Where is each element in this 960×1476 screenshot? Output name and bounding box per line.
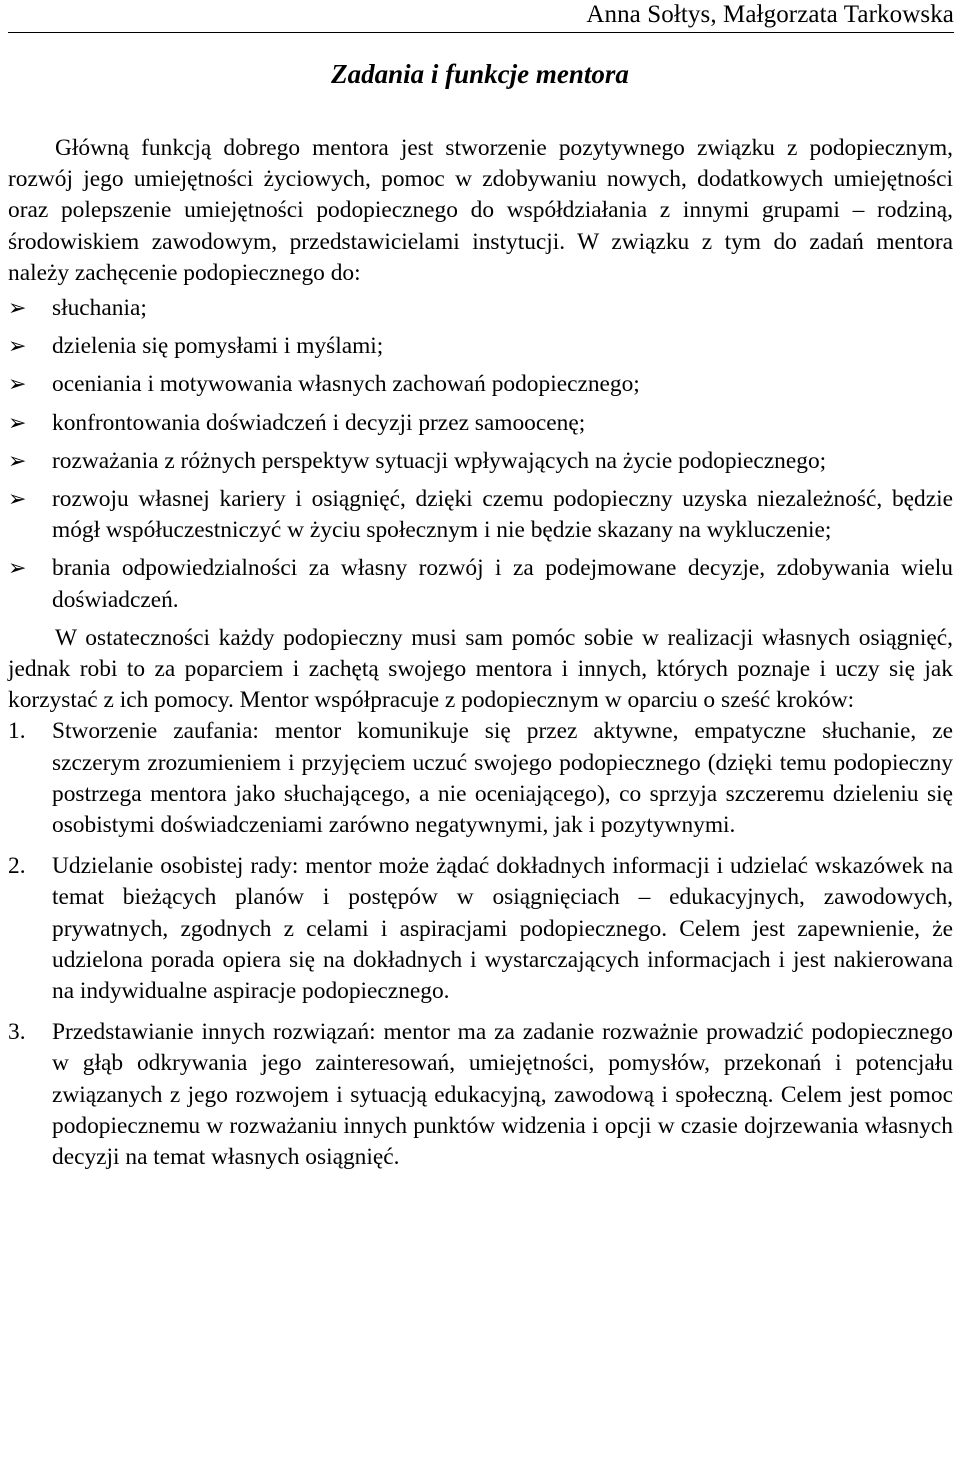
arrow-bullet-icon: ➢ — [8, 334, 27, 360]
bullet-text: rozwoju własnej kariery i osiągnięć, dzięki czemu podopieczny uzyska niezależność, będzie mógł współuczestniczyć w życiu społecznym i nie będzie skazany na wykluczenie; — [52, 486, 953, 544]
arrow-bullet-icon: ➢ — [8, 448, 27, 474]
bullet-item — [8, 553, 953, 615]
step-number: 3. — [8, 1019, 26, 1046]
task-bullet-list — [8, 293, 953, 616]
bullet-text: rozważania z różnych perspektyw sytuacji wpływających na życie podopiecznego; — [52, 447, 827, 474]
running-header — [8, 0, 954, 33]
arrow-bullet-icon: ➢ — [8, 296, 27, 322]
section-title: Zadania i funkcje mentora — [331, 59, 629, 89]
bullet-text: oceniania i motywowania własnych zachowań podopiecznego; — [52, 371, 640, 398]
bullet-text: konfrontowania doświadczeń i decyzji przez samoocenę; — [52, 409, 586, 436]
steps-list — [8, 716, 953, 1173]
intro-paragraph: Główną funkcją dobrego mentora jest stworzenie pozytywnego związku z podopiecznym, rozwój jego umiejętności życiowych, pomoc w zdobywaniu nowych, dodatkowych umiejętności oraz polepszenie umiejętności podopiecznego do współdziałania z innymi grupami – rodziną, środowiskiem zawodowym, przedstawicielami instytucji. W związku z tym do zadań mentora należy zachęcenie podopiecznego do: — [8, 135, 953, 286]
step-text: Przedstawianie innych rozwiązań: mentor ma za zadanie rozważnie prowadzić podopiecznego w głąb odkrywania jego zainteresowań, umiejętności, pomysłów, przekonań i potencjału związanych z jego rozwojem i sytuacją edukacyjną, zawodową i społeczną. Celem jest pomoc podopiecznemu w rozważaniu innych punktów widzenia i opcji w czasie dojrzewania własnych decyzji na temat własnych osiągnięć. — [52, 1019, 953, 1171]
bullet-item — [8, 408, 953, 439]
bullet-item — [8, 446, 953, 477]
bullet-item — [8, 484, 953, 546]
second-paragraph: W ostateczności każdy podopieczny musi sam pomóc sobie w realizacji własnych osiągnięć, jednak robi to za poparciem i zachętą swojego mentora i innych, których poznaje i uczy się jak korzystać z ich pomocy. Mentor współpracuje z podopiecznym w oparciu o sześć kroków: — [8, 624, 953, 714]
arrow-bullet-icon: ➢ — [8, 487, 27, 513]
arrow-bullet-icon: ➢ — [8, 556, 27, 582]
body-text — [8, 133, 953, 1183]
bullet-text: brania odpowiedzialności za własny rozwój i za podejmowane decyzje, zdobywania wielu doświadczeń. — [52, 555, 953, 613]
bullet-text: słuchania; — [52, 295, 147, 322]
step-number: 1. — [8, 718, 26, 745]
arrow-bullet-icon: ➢ — [8, 410, 27, 436]
step-item — [8, 1017, 953, 1173]
bullet-text: dzielenia się pomysłami i myślami; — [52, 333, 384, 360]
step-item — [8, 716, 953, 841]
arrow-bullet-icon: ➢ — [8, 372, 27, 398]
header-authors: Anna Sołtys, Małgorzata Tarkowska — [586, 1, 954, 28]
step-text: Stworzenie zaufania: mentor komunikuje się przez aktywne, empatyczne słuchanie, ze szczerym zrozumieniem i przyjęciem uczuć swojego podopiecznego (dzięki temu podopieczny postrzega mentora jako słuchającego, a nie oceniającego), co sprzyja szczeremu dzieleniu się osobistymi doświadczeniami zarówno negatywnymi, jak i pozytywnymi. — [52, 718, 953, 839]
step-number: 2. — [8, 853, 26, 880]
step-item — [8, 851, 953, 1007]
bullet-item — [8, 369, 953, 400]
bullet-item — [8, 293, 953, 324]
bullet-item — [8, 331, 953, 362]
step-text: Udzielanie osobistej rady: mentor może żądać dokładnych informacji i udzielać wskazówek na temat bieżących planów i postępów w osiągnięciach – edukacyjnych, zawodowych, prywatnych, zgodnych z celami i aspiracjami podopiecznego. Celem jest zapewnienie, że udzielona porada opiera się na dokładnych i wystarczających informacjach i jest nakierowana na indywidualne aspiracje podopiecznego. — [52, 853, 953, 1005]
